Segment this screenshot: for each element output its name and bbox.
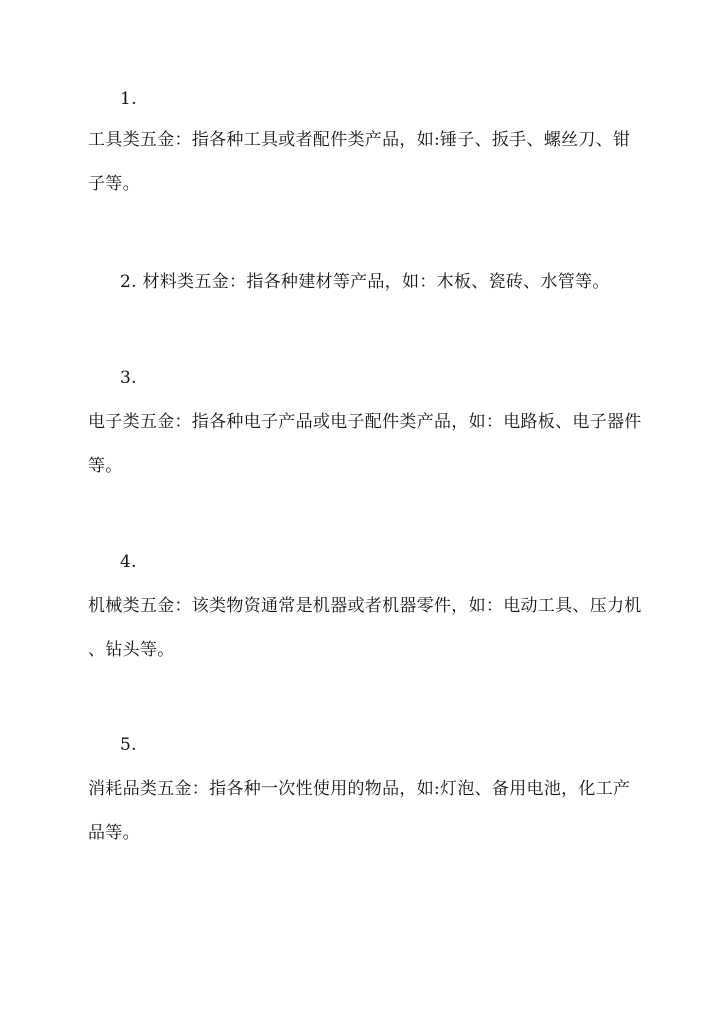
item-3-text-line-1: 电子类五金：指各种电子产品或电子配件类产品，如：电路板、电子器件 [88, 412, 642, 432]
item-3-number: 3. [120, 368, 137, 388]
item-4-text-line-1: 机械类五金：该类物资通常是机器或者机器零件，如：电动工具、压力机 [88, 596, 642, 616]
item-2-text: 2. 材料类五金：指各种建材等产品，如：木板、瓷砖、水管等。 [120, 272, 610, 292]
item-1-number: 1. [120, 89, 137, 109]
item-5-text-line-2: 品等。 [88, 823, 140, 843]
item-5-text-line-1: 消耗品类五金：指各种一次性使用的物品，如:灯泡、备用电池，化工产 [88, 779, 631, 799]
item-1-text-line-1: 工具类五金：指各种工具或者配件类产品，如:锤子、扳手、螺丝刀、钳 [88, 130, 631, 150]
item-5-number: 5. [120, 735, 137, 755]
item-4-text-line-2: 、钻头等。 [88, 640, 175, 660]
item-3-text-line-2: 等。 [88, 456, 123, 476]
item-4-number: 4. [120, 552, 137, 572]
item-1-text-line-2: 子等。 [88, 174, 140, 194]
